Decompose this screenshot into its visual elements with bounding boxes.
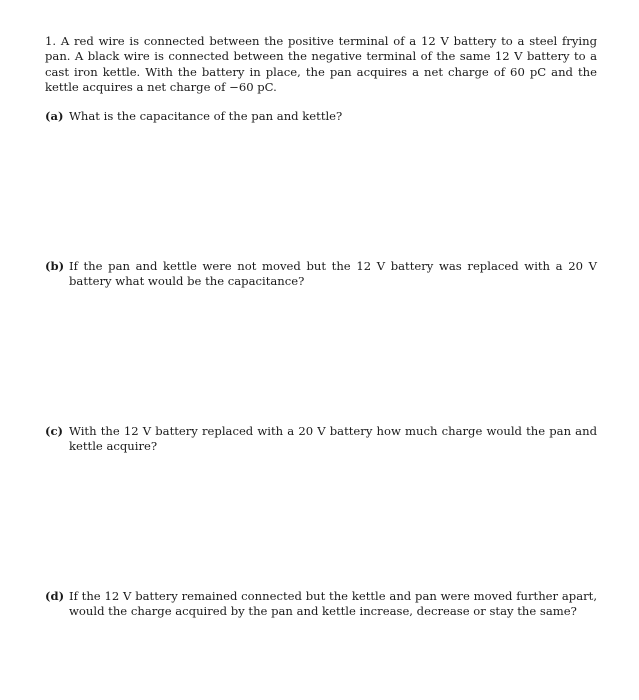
question-part-b — [45, 259, 597, 290]
part-label: (b) — [45, 259, 65, 273]
part-question-text: What is the capacitance of the pan and kettle? — [69, 109, 343, 123]
question-part-c — [45, 424, 597, 455]
part-question-text: If the pan and kettle were not moved but the 12 V battery was replaced with a 20 V battery what would be the capacitance? — [69, 259, 597, 289]
part-label: (d) — [45, 589, 65, 603]
part-question-text: If the 12 V battery remained connected but the kettle and pan were moved further apart, would the charge acquired by the pan and kettle increase, decrease or stay the same? — [69, 589, 597, 619]
part-label: (a) — [45, 109, 64, 123]
problem-statement: 1. A red wire is connected between the positive terminal of a 12 V battery to a steel frying pan. A black wire is connected between the negative terminal of the same 12 V battery to a cast iron kettle. With the battery in place, the pan acquires a net charge of 60 pC and the kettle acquires a net charge of −60 pC. — [45, 34, 597, 95]
part-question-text: With the 12 V battery replaced with a 20 V battery how much charge would the pan and kettle acquire? — [69, 424, 597, 454]
question-part-a — [45, 109, 597, 124]
part-label: (c) — [45, 424, 64, 438]
question-part-d — [45, 589, 597, 620]
